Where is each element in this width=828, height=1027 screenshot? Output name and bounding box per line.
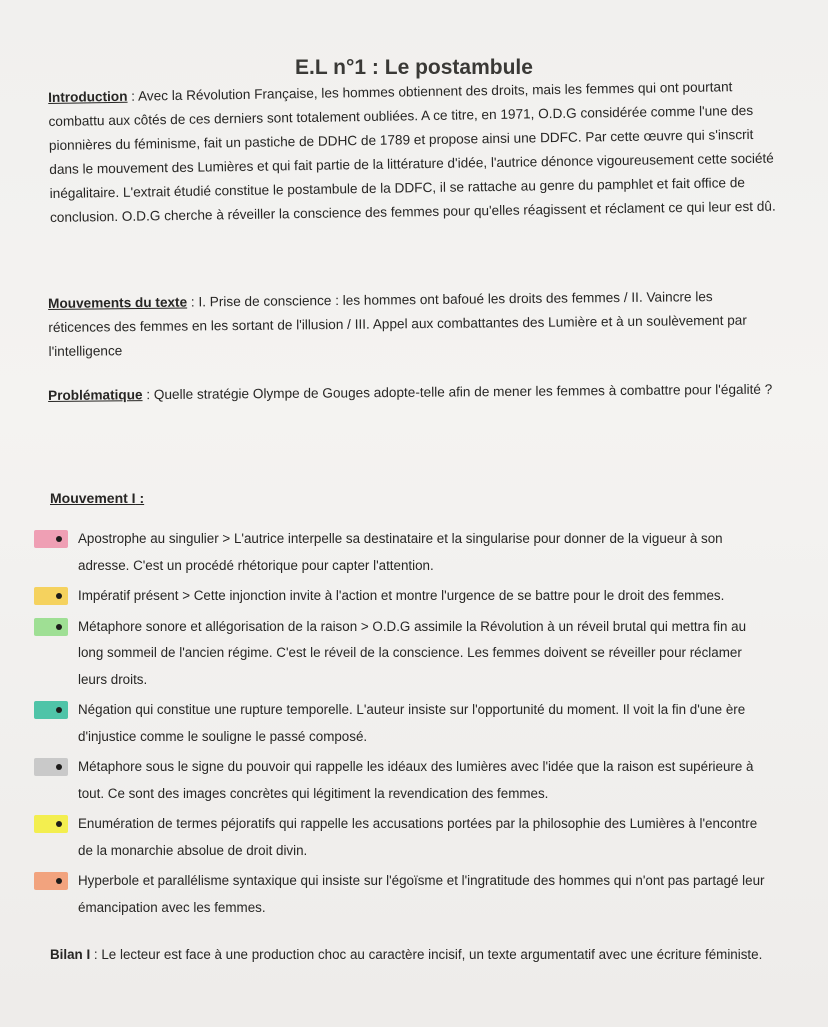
- list-item-text: Métaphore sonore et allégorisation de la raison > O.D.G assimile la Révolution à un réveil brutal qui mettra fin au long sommeil de l'ancien régime. C'est le réveil de la conscience. Les femmes doivent se réveiller pour réclamer leurs droits.: [78, 618, 747, 687]
- highlight-marker: [34, 872, 68, 890]
- bullet-dot-icon: [56, 821, 62, 827]
- page-title: E.L n°1 : Le postambule: [295, 56, 533, 79]
- highlight-marker: [34, 701, 68, 719]
- highlight-marker: [34, 758, 68, 776]
- list-item-text: Enumération de termes péjoratifs qui rappelle les accusations portées par la philosophie des Lumières à l'encontre de la monarchie absolue de droit divin.: [78, 816, 758, 858]
- list-item: [34, 868, 774, 921]
- mouvements-text: : I. Prise de conscience : les hommes ont bafoué les droits des femmes / II. Vaincre les réticences des femmes en les sortant de l'illusion / III. Appel aux combattantes des Lumière et à un soulèvement par l'intelligence: [48, 289, 747, 359]
- list-item: [34, 526, 774, 579]
- mouvement-list: [34, 526, 774, 925]
- list-item-text: Apostrophe au singulier > L'autrice interpelle sa destinataire et la singularise pour donner de la vigueur à son adresse. C'est un procédé rhétorique pour capter l'attention.: [78, 531, 723, 573]
- list-item: [34, 811, 774, 864]
- mouvement-heading-label: Mouvement I: [50, 490, 136, 506]
- mouvements-paragraph: [48, 284, 779, 364]
- list-item-text: Négation qui constitue une rupture temporelle. L'auteur insiste sur l'opportunité du moment. Il voit la fin d'une ère d'injustice comme le souligne le passé composé.: [78, 702, 746, 744]
- bilan-paragraph: [50, 942, 780, 968]
- mouvement-heading: [50, 490, 144, 506]
- mouvement-heading-colon: :: [135, 490, 145, 506]
- mouvements-label: Mouvements du texte: [48, 294, 188, 311]
- list-item-text: Hyperbole et parallélisme syntaxique qui insiste sur l'égoïsme et l'ingratitude des hommes qui n'ont pas partagé leur émancipation avec les femmes.: [78, 873, 765, 915]
- list-item: [34, 754, 774, 807]
- bullet-dot-icon: [56, 707, 62, 713]
- bullet-dot-icon: [56, 624, 62, 630]
- bullet-dot-icon: [56, 593, 62, 599]
- list-item-text: Impératif présent > Cette injonction invite à l'action et montre l'urgence de se battre pour le droit des femmes.: [78, 588, 725, 603]
- bilan-label: Bilan I: [50, 947, 91, 962]
- bilan-text: : Le lecteur est face à une production choc au caractère incisif, un texte argumentatif avec une écriture féministe.: [90, 947, 763, 962]
- highlight-marker: [34, 530, 68, 548]
- problematique-paragraph: [48, 378, 778, 408]
- bullet-dot-icon: [56, 536, 62, 542]
- list-item: [34, 583, 774, 610]
- bullet-dot-icon: [56, 764, 62, 770]
- list-item: [34, 614, 774, 694]
- list-item-text: Métaphore sous le signe du pouvoir qui rappelle les idéaux des lumières avec l'idée que la raison est supérieure à tout. Ce sont des images concrètes qui légitiment la revendication des femmes.: [78, 759, 754, 801]
- highlight-marker: [34, 618, 68, 636]
- introduction-paragraph: [48, 75, 780, 230]
- highlight-marker: [34, 587, 68, 605]
- introduction-label: Introduction: [48, 88, 128, 105]
- bullet-dot-icon: [56, 878, 62, 884]
- highlight-marker: [34, 815, 68, 833]
- list-item: [34, 697, 774, 750]
- introduction-text: : Avec la Révolution Française, les hommes obtiennent des droits, mais les femmes qui ont pourtant combattu aux côtés de ces derniers sont totalement oubliées. A ce titre, en 1971, O.D.G considérée comme l'une des pionnières du féminisme, fait un pastiche de DDHC de 1789 et propose ainsi une DDFC. Par cette œuvre qui s'inscrit dans le mouvement des Lumières et qui fait partie de la littérature d'idée, l'autrice dénonce vigoureusement cette société inégalitaire. L'extrait étudié constitue le postambule de la DDFC, il se rattache au genre du pamphlet et fait office de conclusion. O.D.G cherche à réveiller la conscience des femmes pour qu'elles réagissent et réclament ce qui leur est dû.: [48, 79, 776, 225]
- problematique-text: : Quelle stratégie Olympe de Gouges adopte-telle afin de mener les femmes à combattre pour l'égalité ?: [142, 381, 773, 403]
- problematique-label: Problématique: [48, 387, 143, 403]
